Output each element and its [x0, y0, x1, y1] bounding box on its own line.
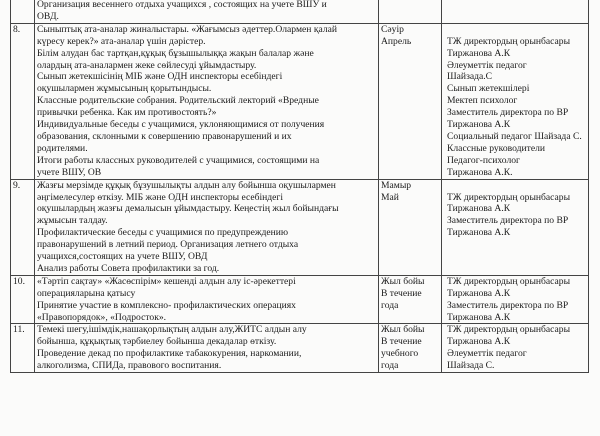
activity-cell-line: Сыныптық ата-аналар жиналыстары. «Жағымсыз әдеттер.Олармен қалай: [37, 23, 338, 35]
responsible-cell-line: ТЖ директордың орынбасары: [447, 275, 571, 287]
responsible-cell-line: Тиржанова А.К: [447, 336, 511, 348]
table-row: [11, 0, 589, 23]
responsible-cell-line: Тиржанова А.К: [447, 119, 511, 131]
activity-cell-line: Анализ работы Совета профилактики за год.: [37, 262, 220, 274]
activity-cell-line: Индивидуальные беседы с учащимися, уклоняющимися от получения: [37, 119, 325, 131]
term-cell-line: Апрель: [381, 35, 412, 47]
activity-cell-line: Проведение декад по профилактике табакокурения, наркомании,: [37, 348, 302, 360]
activity-cell-line: Принятие участие в комплексно- профилактических операциях: [37, 299, 296, 311]
table-row: [11, 275, 589, 324]
activity-cell-line: Итоги работы классных руководителей с учащимися, состоящими на: [37, 154, 320, 166]
activity-cell-line: оқушылармен жұмысының қорытындысы.: [37, 83, 212, 95]
responsible-cell-line: Әлеуметтік педагог: [447, 59, 527, 71]
activity-cell-line: ОВД.: [37, 10, 59, 22]
responsible-cell: [442, 324, 589, 373]
activity-cell: [35, 0, 379, 23]
table-row: [11, 179, 589, 275]
activity-cell: [35, 275, 379, 324]
activity-cell-line: образования, склонными к совершению правонарушений и их: [37, 130, 292, 142]
responsible-cell-line: Тиржанова А.К: [447, 227, 511, 239]
responsible-cell-line: Тиржанова А.К: [447, 287, 511, 299]
activity-cell: [35, 23, 379, 179]
responsible-cell-line: ТЖ директордың орынбасары: [447, 191, 571, 203]
responsible-cell-line: Социальный педагог Шайзада С.: [447, 130, 582, 142]
term-cell-line: Май: [381, 191, 399, 203]
responsible-cell: [442, 0, 589, 23]
responsible-cell-line: Тиржанова А.К: [447, 47, 511, 59]
activity-cell-line: Профилактические беседы с учащимися по предупреждению: [37, 227, 289, 239]
activity-cell-line: правонарушений в летний период. Организация летнего отдыха: [37, 239, 299, 251]
term-cell-line: В течение: [381, 336, 422, 348]
responsible-cell: [442, 23, 589, 179]
term-cell-line: Жыл бойы: [381, 275, 425, 287]
activity-cell-line: оқушылардың жазғы демалысын ұйымдастыру. Кеңестің жыл бойындағы: [37, 203, 339, 215]
activity-cell-line: Организация весеннего отдыха учащихся , состоящих на учете ВШУ и: [37, 0, 327, 10]
table-row: [11, 324, 589, 373]
term-cell-line: Сәуір: [381, 23, 404, 35]
term-cell: [379, 179, 442, 275]
responsible-cell-line: Шайзада С.: [447, 360, 495, 372]
activity-plan-table: [10, 0, 589, 373]
term-cell: [379, 0, 442, 23]
row-number: 8.: [11, 23, 35, 179]
term-cell-line: года: [381, 360, 399, 372]
responsible-cell: [442, 275, 589, 324]
responsible-cell-line: Тиржанова А.К: [447, 311, 511, 323]
responsible-cell-line: Шайзада.С: [447, 71, 493, 83]
responsible-cell-line: Классные руководители: [447, 142, 546, 154]
responsible-cell-line: Мектеп психолог: [447, 95, 518, 107]
activity-plan-body: [11, 0, 589, 373]
activity-cell: [35, 324, 379, 373]
activity-cell-line: родителями.: [37, 142, 88, 154]
activity-cell-line: Жазғы мерзімде құқық бұзушылықты алдын алу бойынша оқушылармен: [37, 179, 336, 191]
activity-cell-line: әңгімелесулер өткізу. МІБ және ОДН инспекторы есебіндегі: [37, 191, 284, 203]
term-cell-line: учебного: [381, 348, 419, 360]
responsible-cell-line: Педагог-психолог: [447, 154, 520, 166]
term-cell: [379, 275, 442, 324]
activity-cell-line: жұмысын талдау.: [37, 215, 108, 227]
activity-cell-line: Білім алудан бас тартқан,құқық бұзышылыққа жақын балалар және: [37, 47, 314, 59]
activity-cell-line: «Правопорядок», «Подросток».: [37, 311, 167, 323]
term-cell: [379, 324, 442, 373]
activity-cell-line: учете ВШУ, ОВ: [37, 166, 102, 178]
row-number: 11.: [11, 324, 35, 373]
term-cell-line: года: [381, 299, 399, 311]
term-cell: [379, 23, 442, 179]
activity-cell-line: олардың ата-аналармен жеке сөйлесуді ұйымдастыру.: [37, 59, 257, 71]
activity-cell-line: привычки ребенка. Как им противостоять?»: [37, 107, 217, 119]
responsible-cell-line: Тиржанова А.К.: [447, 166, 513, 178]
responsible-cell-line: [444, 180, 586, 192]
table-row: [11, 23, 589, 179]
responsible-cell-line: [444, 24, 586, 36]
responsible-cell-line: Заместитель директора по ВР: [447, 215, 569, 227]
activity-cell: [35, 179, 379, 275]
term-cell-line: Жыл бойы: [381, 324, 425, 336]
responsible-cell-line: Әлеуметтік педагог: [447, 348, 527, 360]
term-cell-line: В течение: [381, 287, 422, 299]
row-number: 9.: [11, 179, 35, 275]
activity-cell-line: Темекі шегу,ішімдік,нашақорлықтың алдын алу,ЖИТС алдын алу: [37, 324, 307, 336]
activity-cell-line: Классные родительские собрания. Родительский лекторий «Вредные: [37, 95, 319, 107]
responsible-cell-line: Заместитель директора по ВР: [447, 107, 569, 119]
activity-cell-line: учащихся,состоящих на учете ВШУ, ОВД: [37, 251, 208, 263]
row-number: [11, 0, 35, 23]
responsible-cell-line: ТЖ директордың орынбасары: [447, 35, 571, 47]
activity-cell-line: бойынша, құқықтық тәрбиелеу бойынша декадалар өткізу.: [37, 336, 277, 348]
term-cell-line: Мамыр: [381, 179, 412, 191]
responsible-cell-line: Заместитель директора по ВР: [447, 299, 569, 311]
responsible-cell-line: Сынып жетекшілері: [447, 83, 530, 95]
activity-cell-line: операцияларына қатысу: [37, 287, 136, 299]
activity-cell-line: алкоголизма, СПИДа, правового воспитания.: [37, 360, 222, 372]
responsible-cell: [442, 179, 589, 275]
activity-cell-line: күресу керек?» ата-аналар үшін дәрістер.: [37, 35, 206, 47]
responsible-cell-line: ТЖ директордың орынбасары: [447, 324, 571, 336]
activity-cell-line: «Тәртіп сақтау» «Жасөспірім» кешенді алдын алу іс-әрекеттері: [37, 275, 296, 287]
activity-cell-line: Сынып жетекшісінің МІБ және ОДН инспекторы есебіндегі: [37, 71, 283, 83]
row-number: 10.: [11, 275, 35, 324]
responsible-cell-line: Тиржанова А.К: [447, 203, 511, 215]
